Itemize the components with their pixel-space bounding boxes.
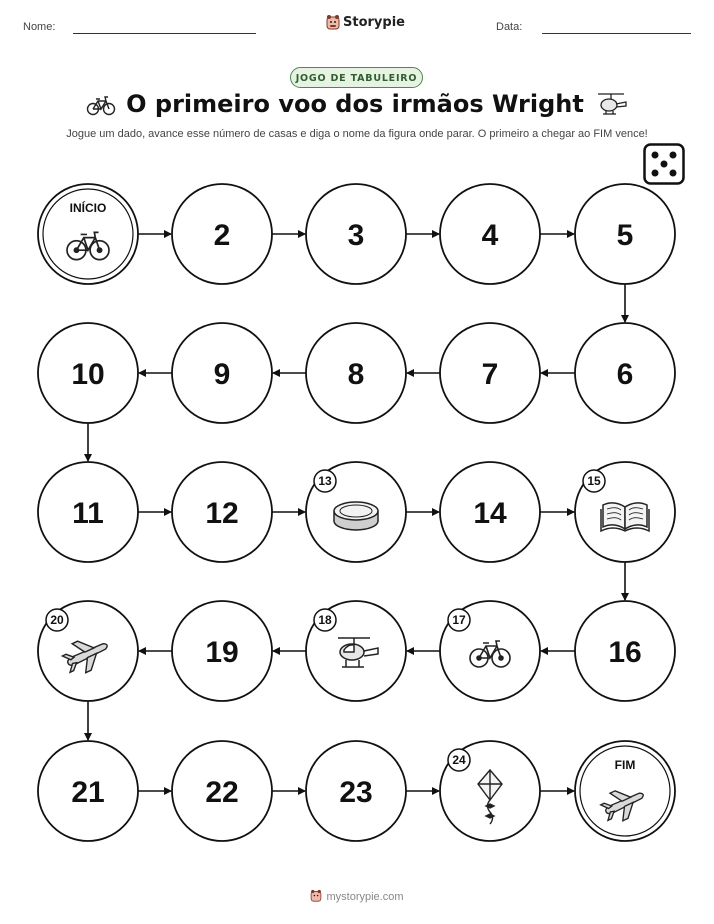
board-space-14 bbox=[440, 462, 540, 562]
board-space-12 bbox=[172, 462, 272, 562]
board-space-6 bbox=[575, 323, 675, 423]
board-space-15 bbox=[575, 462, 675, 562]
space-number: 19 bbox=[205, 636, 239, 669]
board-space-1 bbox=[38, 184, 138, 284]
board-space-21 bbox=[38, 741, 138, 841]
start-label: INÍCIO bbox=[69, 201, 107, 215]
board-space-24 bbox=[440, 741, 540, 841]
space-number: 13 bbox=[318, 474, 332, 488]
board-space-23 bbox=[306, 741, 406, 841]
space-number: 7 bbox=[481, 358, 499, 391]
board-space-10 bbox=[38, 323, 138, 423]
name-label: Nome: bbox=[23, 21, 56, 33]
board-space-13 bbox=[306, 462, 406, 562]
space-number: 21 bbox=[71, 776, 105, 809]
date-label: Data: bbox=[496, 21, 523, 33]
space-number: 16 bbox=[608, 636, 642, 669]
page-title-text: O primeiro voo dos irmãos Wright bbox=[126, 90, 584, 118]
board-space-18 bbox=[306, 601, 406, 701]
space-number: 17 bbox=[452, 613, 466, 627]
space-number: 2 bbox=[213, 219, 231, 252]
space-circle bbox=[38, 184, 138, 284]
board-space-9 bbox=[172, 323, 272, 423]
space-number: 6 bbox=[616, 358, 634, 391]
space-number: 11 bbox=[72, 497, 104, 530]
game-type-badge: JOGO DE TABULEIRO bbox=[290, 67, 423, 88]
footer-url: mystorypie.com bbox=[326, 891, 404, 903]
space-number: 5 bbox=[616, 219, 634, 252]
space-number: 14 bbox=[473, 497, 507, 530]
coin-icon bbox=[334, 502, 378, 530]
space-number: 3 bbox=[347, 219, 365, 252]
board-space-7 bbox=[440, 323, 540, 423]
space-number: 22 bbox=[205, 776, 239, 809]
board-space-17 bbox=[440, 601, 540, 701]
board-space-22 bbox=[172, 741, 272, 841]
board-space-4 bbox=[440, 184, 540, 284]
space-number: 4 bbox=[481, 219, 499, 252]
space-number: 15 bbox=[587, 474, 601, 488]
space-number: 20 bbox=[50, 613, 64, 627]
space-number: 10 bbox=[71, 358, 105, 391]
board-space-16 bbox=[575, 601, 675, 701]
space-number: 12 bbox=[205, 497, 239, 530]
instructions: Jogue um dado, avance esse número de casas e diga o nome da figura onde parar. O primeiro a chegar ao FIM vence! bbox=[66, 128, 648, 140]
board-space-11 bbox=[38, 462, 138, 562]
space-number: 18 bbox=[318, 613, 332, 627]
brand-name: Storypie bbox=[343, 14, 405, 30]
board-space-2 bbox=[172, 184, 272, 284]
board-space-25 bbox=[575, 741, 675, 841]
board-space-20 bbox=[38, 601, 138, 701]
board-spaces bbox=[38, 184, 675, 841]
space-number: 9 bbox=[213, 358, 231, 391]
space-number: 24 bbox=[452, 753, 466, 767]
space-circle bbox=[575, 741, 675, 841]
end-label: FIM bbox=[614, 758, 636, 772]
board-space-5 bbox=[575, 184, 675, 284]
space-number: 23 bbox=[339, 776, 373, 809]
board-space-3 bbox=[306, 184, 406, 284]
footer bbox=[0, 889, 714, 903]
board-space-8 bbox=[306, 323, 406, 423]
space-number: 8 bbox=[347, 358, 365, 391]
storypie-mascot-icon bbox=[310, 889, 322, 902]
board-space-19 bbox=[172, 601, 272, 701]
